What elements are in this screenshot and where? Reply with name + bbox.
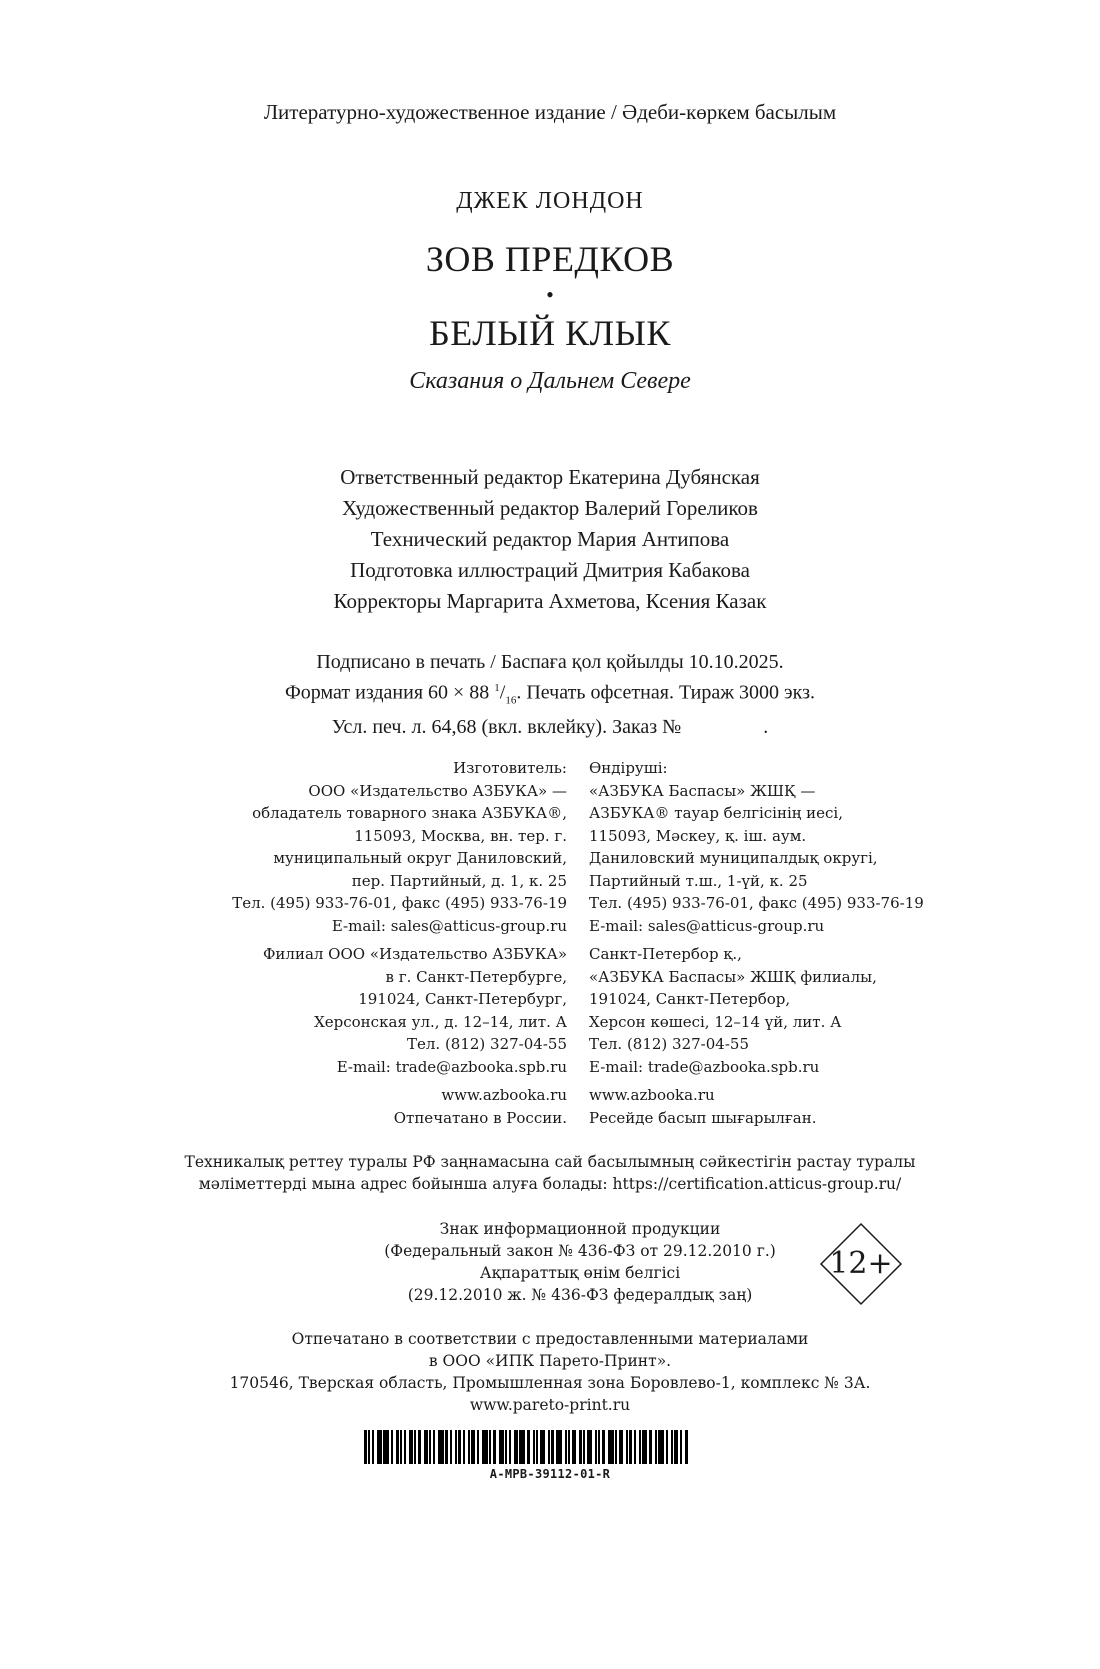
barcode-bar <box>482 1430 488 1464</box>
barcode-bar <box>489 1430 491 1464</box>
barcode-bar <box>514 1430 518 1464</box>
text-line: E-mail: sales@atticus-group.ru <box>589 916 825 935</box>
text-line: «АЗБУКА Баспасы» ЖШҚ филиалы, <box>589 967 877 986</box>
barcode-bar <box>429 1430 431 1464</box>
barcode-bar <box>536 1430 538 1464</box>
barcode-label: A-MPB-39112-01-R <box>489 1467 611 1481</box>
barcode-bar <box>540 1430 545 1464</box>
barcode-bar <box>595 1430 597 1464</box>
barcode-bar <box>568 1430 570 1464</box>
barcode-bar <box>551 1430 554 1464</box>
manufacturer-kz <box>589 757 924 1129</box>
barcode-bar <box>455 1430 457 1464</box>
barcode-bar <box>598 1430 600 1464</box>
format-line: Формат издания 60 × 88 $^1/_{16}$. Печать офсетная. Тираж 3000 экз. <box>285 681 815 707</box>
barcode-bar <box>602 1430 605 1464</box>
text-line: Отпечатано в соответствии с предоставленными материалами <box>291 1330 809 1348</box>
barcode-bar <box>680 1430 682 1464</box>
credit-line: Подготовка иллюстраций Дмитрия Кабакова <box>350 558 750 582</box>
barcode <box>364 1430 730 1464</box>
text-line: «АЗБУКА Баспасы» ЖШҚ — <box>589 781 816 800</box>
manufacturer-kz-block-1 <box>589 757 924 937</box>
credit-line: Корректоры Маргарита Ахметова, Ксения Казак <box>333 589 767 613</box>
barcode-bar <box>499 1430 504 1464</box>
format-prefix: Формат издания 60 × 88 <box>285 681 495 704</box>
website-text: www.pareto-print.ru <box>469 1396 631 1414</box>
barcode-bar <box>505 1430 507 1464</box>
barcode-bar <box>368 1430 370 1464</box>
barcode-bar <box>468 1430 470 1464</box>
barcode-bar <box>396 1430 399 1464</box>
text-line: Изготовитель: <box>453 759 567 777</box>
title-separator-bullet: • <box>546 282 554 307</box>
barcode-bar <box>642 1430 647 1464</box>
barcode-bar <box>666 1430 668 1464</box>
tech-regulation-note <box>0 1151 1100 1195</box>
barcode-bar <box>527 1430 530 1464</box>
text-line: АЗБУКА® тауар белгісінің иесі, <box>589 804 843 822</box>
barcode-bar <box>685 1430 688 1464</box>
barcode-bar <box>674 1430 678 1464</box>
author-name: ДЖЕК ЛОНДОН <box>456 188 644 214</box>
book-subtitle: Сказания о Дальнем Севере <box>409 368 691 394</box>
barcode-bar <box>658 1430 664 1464</box>
barcode-bar <box>418 1430 421 1464</box>
text-line: пер. Партийный, д. 1, к. 25 <box>351 871 567 890</box>
text-line: Херсон көшесі, 12–14 үй, лит. А <box>589 1012 842 1031</box>
age-rating-text: 12+ <box>829 1246 893 1281</box>
text-line: Даниловский муниципалдық округі, <box>589 849 878 867</box>
barcode-bar <box>364 1430 367 1464</box>
barcode-bar <box>400 1430 402 1464</box>
barcode-bar <box>655 1430 657 1464</box>
barcode-bar <box>471 1430 475 1464</box>
text-line: E-mail: trade@azbooka.spb.ru <box>589 1057 820 1076</box>
barcode-bar <box>556 1430 562 1464</box>
barcode-bar <box>671 1430 673 1464</box>
barcode-bar <box>649 1430 652 1464</box>
format-numerator: 1 <box>494 682 500 694</box>
credits-block <box>0 462 1100 617</box>
text-line: Тел. (495) 933-76-01, факс (495) 933-76-19 <box>232 894 567 912</box>
text-line: ООО «Издательство АЗБУКА» — <box>308 781 567 800</box>
text-line: 191024, Санкт-Петербург, <box>358 990 567 1008</box>
barcode-bar <box>377 1430 382 1464</box>
credit-line: Технический редактор Мария Антипова <box>370 527 730 551</box>
text-line: 170546, Тверская область, Промышленная зона Боровлево-1, комплекс № 3А. <box>229 1374 871 1392</box>
barcode-bar <box>626 1430 628 1464</box>
info-product-sign <box>370 1218 790 1306</box>
text-line: E-mail: trade@azbooka.spb.ru <box>336 1057 567 1076</box>
text-line: Техникалық реттеу туралы РФ заңнамасына сай басылымның сәйкестігін растау туралы <box>184 1153 916 1171</box>
barcode-bar <box>372 1430 374 1464</box>
manufacturer-ru-block-3 <box>232 1084 567 1129</box>
barcode-bar <box>509 1430 511 1464</box>
barcode-bar <box>391 1430 393 1464</box>
barcode-bar <box>438 1430 444 1464</box>
barcode-bar <box>634 1430 636 1464</box>
website-text: www.azbooka.ru <box>441 1086 567 1104</box>
text-line: Знак информационной продукции <box>439 1220 721 1238</box>
credit-line: Художественный редактор Валерий Гореликов <box>342 496 758 520</box>
text-line: (29.12.2010 ж. № 436-ФЗ федералдық заң) <box>407 1286 753 1304</box>
barcode-bar <box>533 1430 535 1464</box>
barcode-bar <box>383 1430 389 1464</box>
barcode-bar <box>414 1430 416 1464</box>
barcode-bar <box>445 1430 448 1464</box>
manufacturer-kz-block-3 <box>589 1084 924 1129</box>
format-denominator: 16 <box>505 694 517 707</box>
barcode-bar <box>639 1430 641 1464</box>
barcode-bar <box>565 1430 567 1464</box>
printer-info <box>0 1328 1100 1416</box>
text-line: Тел. (812) 327-04-55 <box>589 1035 749 1053</box>
barcode-bar <box>572 1430 576 1464</box>
barcode-bar <box>629 1430 632 1464</box>
website-text: www.azbooka.ru <box>589 1086 715 1104</box>
text-line: муниципальный округ Даниловский, <box>273 849 567 867</box>
barcode-bar <box>615 1430 617 1464</box>
barcode-bar <box>463 1430 465 1464</box>
credit-line: Ответственный редактор Екатерина Дубянская <box>340 465 760 489</box>
barcode-bar <box>404 1430 406 1464</box>
text-line: (Федеральный закон № 436-ФЗ от 29.12.2010 г.) <box>384 1242 776 1260</box>
book-title-1: ЗОВ ПРЕДКОВ <box>425 239 675 279</box>
format-suffix: . Печать офсетная. Тираж 3000 экз. <box>516 681 815 704</box>
text-line: E-mail: sales@atticus-group.ru <box>331 916 567 935</box>
barcode-bar <box>458 1430 461 1464</box>
barcode-bar <box>519 1430 525 1464</box>
text-line: 191024, Санкт-Петербор, <box>589 990 791 1008</box>
age-rating-badge <box>819 1222 903 1306</box>
text-line: Филиал ООО «Издательство АЗБУКА» <box>262 945 567 963</box>
text-line: Херсонская ул., д. 12–14, лит. А <box>314 1012 567 1031</box>
manufacturer-ru-block-1 <box>232 757 567 937</box>
barcode-bar <box>587 1430 592 1464</box>
text-line: Ресейде басып шығарылған. <box>589 1108 817 1127</box>
text-line: Ақпараттық өнім белгісі <box>479 1264 681 1282</box>
barcode-bar <box>409 1430 413 1464</box>
barcode-bar <box>493 1430 496 1464</box>
manufacturer-kz-block-2 <box>589 943 924 1078</box>
sheets-end: . <box>763 715 769 738</box>
signed-to-print: Подписано в печать / Баспаға қол қойылды 10.10.2025. <box>316 651 784 673</box>
text-line: в г. Санкт-Петербурге, <box>385 967 567 986</box>
book-title-2: БЕЛЫЙ КЛЫК <box>429 313 671 353</box>
text-line: 115093, Москва, вн. тер. г. <box>354 826 567 845</box>
barcode-bar <box>433 1430 435 1464</box>
manufacturer-ru-block-2 <box>232 943 567 1078</box>
text-line: Тел. (812) 327-04-55 <box>407 1035 567 1053</box>
sheets-text: Усл. печ. л. 64,68 (вкл. вклейку). Заказ № <box>331 715 682 738</box>
manufacturer-ru <box>232 757 567 1129</box>
barcode-bar <box>548 1430 550 1464</box>
barcode-bar <box>450 1430 452 1464</box>
text-line: Отпечатано в России. <box>393 1108 567 1127</box>
text-line: мәліметтерді мына адрес бойынша алуға болады: https://certification.atticus-group.ru/ <box>198 1175 902 1193</box>
text-line: Өндіруші: <box>589 759 668 777</box>
text-line: обладатель товарного знака АЗБУКА®, <box>252 804 567 822</box>
print-info-block <box>0 649 1100 740</box>
text-line: 115093, Мәскеу, қ. іш. аум. <box>589 826 807 845</box>
barcode-bar <box>477 1430 479 1464</box>
text-line: Тел. (495) 933-76-01, факс (495) 933-76-19 <box>589 894 924 912</box>
text-line: Партийный т.ш., 1-үй, к. 25 <box>589 871 808 890</box>
barcode-bar <box>579 1430 582 1464</box>
barcode-bar <box>424 1430 428 1464</box>
barcode-bar <box>583 1430 585 1464</box>
barcode-bar <box>619 1430 623 1464</box>
series-line: Литературно-художественное издание / Әдеби-көркем басылым <box>263 100 837 124</box>
sheets-order-line <box>0 714 1100 740</box>
text-line: в ООО «ИПК Парето-Принт». <box>428 1352 672 1370</box>
text-line: Санкт-Петербор қ., <box>589 945 742 963</box>
barcode-bar <box>608 1430 614 1464</box>
